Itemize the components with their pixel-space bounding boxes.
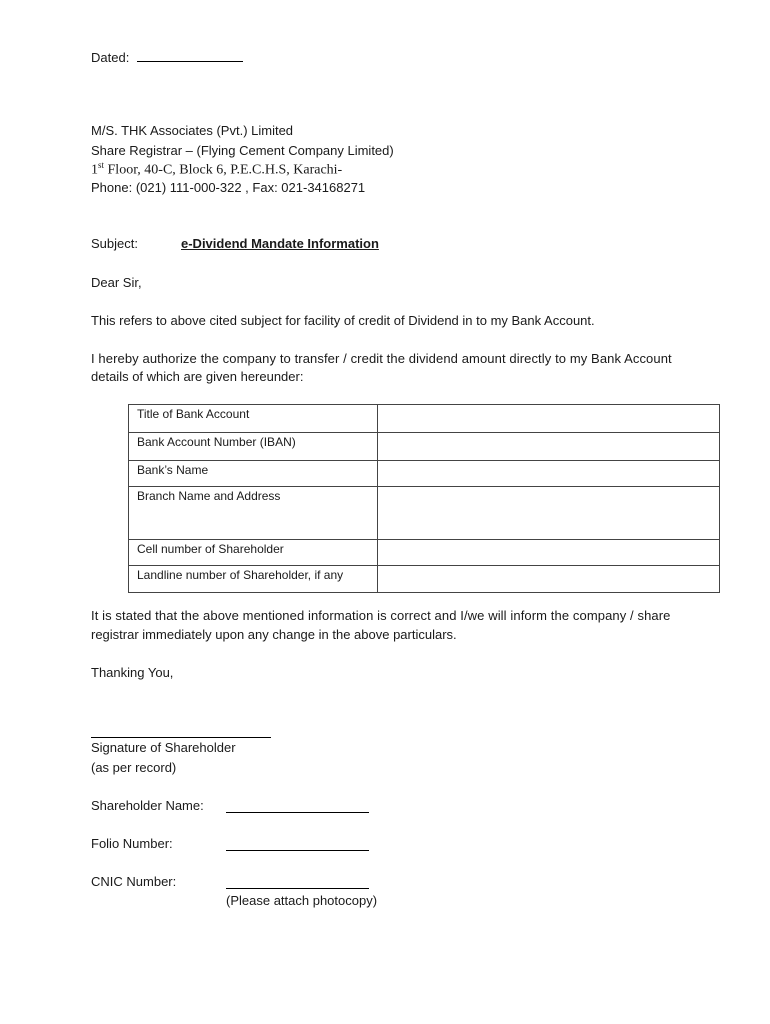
table-cell-value[interactable]: [378, 487, 720, 540]
addressee-line-1: M/S. THK Associates (Pvt.) Limited: [91, 123, 294, 138]
statement-line-1: It is stated that the above mentioned information is correct and I/we will inform the company / share: [91, 608, 671, 623]
table-cell-value[interactable]: [378, 566, 720, 593]
table-row: [129, 487, 720, 540]
salutation: Dear Sir,: [91, 275, 142, 290]
address-rest: Floor, 40-C, Block 6, P.E.C.H.S, Karachi-: [104, 162, 343, 178]
addressee-address: [91, 160, 342, 179]
cnic-note: (Please attach photocopy): [226, 893, 378, 908]
folio-number-label: Folio Number:: [91, 836, 173, 851]
paragraph-2-line-1: I hereby authorize the company to transfer / credit the dividend amount directly to my Bank Account: [91, 351, 672, 366]
signature-note: (as per record): [91, 760, 177, 775]
table-cell-value[interactable]: [378, 461, 720, 487]
paragraph-1: This refers to above cited subject for facility of credit of Dividend in to my Bank Account.: [91, 313, 595, 328]
folio-number-field[interactable]: [226, 837, 369, 851]
floor-number: 1: [91, 162, 98, 178]
table-cell-value[interactable]: [378, 405, 720, 433]
table-cell-label: Branch Name and Address: [129, 487, 378, 540]
cnic-number-field[interactable]: [226, 875, 369, 889]
table-row: [129, 566, 720, 593]
addressee-line-2: Share Registrar – (Flying Cement Company Limited): [91, 143, 394, 158]
table-cell-value[interactable]: [378, 540, 720, 566]
cnic-number-label: CNIC Number:: [91, 874, 177, 889]
dated-label: Dated:: [91, 50, 130, 65]
table-row: [129, 405, 720, 433]
table-cell-label: Bank Account Number (IBAN): [129, 433, 378, 461]
signature-line[interactable]: [91, 724, 271, 738]
dated-blank[interactable]: [137, 48, 243, 62]
bank-details-table: [128, 404, 720, 593]
table-row: [129, 540, 720, 566]
shareholder-name-label: Shareholder Name:: [91, 798, 204, 813]
table-cell-label: Cell number of Shareholder: [129, 540, 378, 566]
subject-label: Subject:: [91, 236, 138, 251]
thanking-you: Thanking You,: [91, 665, 174, 680]
subject-title: e-Dividend Mandate Information: [181, 236, 379, 251]
table-cell-label: Title of Bank Account: [129, 405, 378, 433]
table-cell-label: Landline number of Shareholder, if any: [129, 566, 378, 593]
table-cell-value[interactable]: [378, 433, 720, 461]
statement-line-2: registrar immediately upon any change in the above particulars.: [91, 627, 457, 642]
table-cell-label: Bank’s Name: [129, 461, 378, 487]
paragraph-2-line-2: details of which are given hereunder:: [91, 369, 304, 384]
dated-row: [91, 48, 243, 65]
signature-label: Signature of Shareholder: [91, 740, 236, 755]
floor-superscript: st: [98, 160, 105, 170]
shareholder-name-field[interactable]: [226, 799, 369, 813]
table-row: [129, 433, 720, 461]
addressee-phone: Phone: (021) 111-000-322 , Fax: 021-34168271: [91, 180, 366, 195]
table-row: [129, 461, 720, 487]
